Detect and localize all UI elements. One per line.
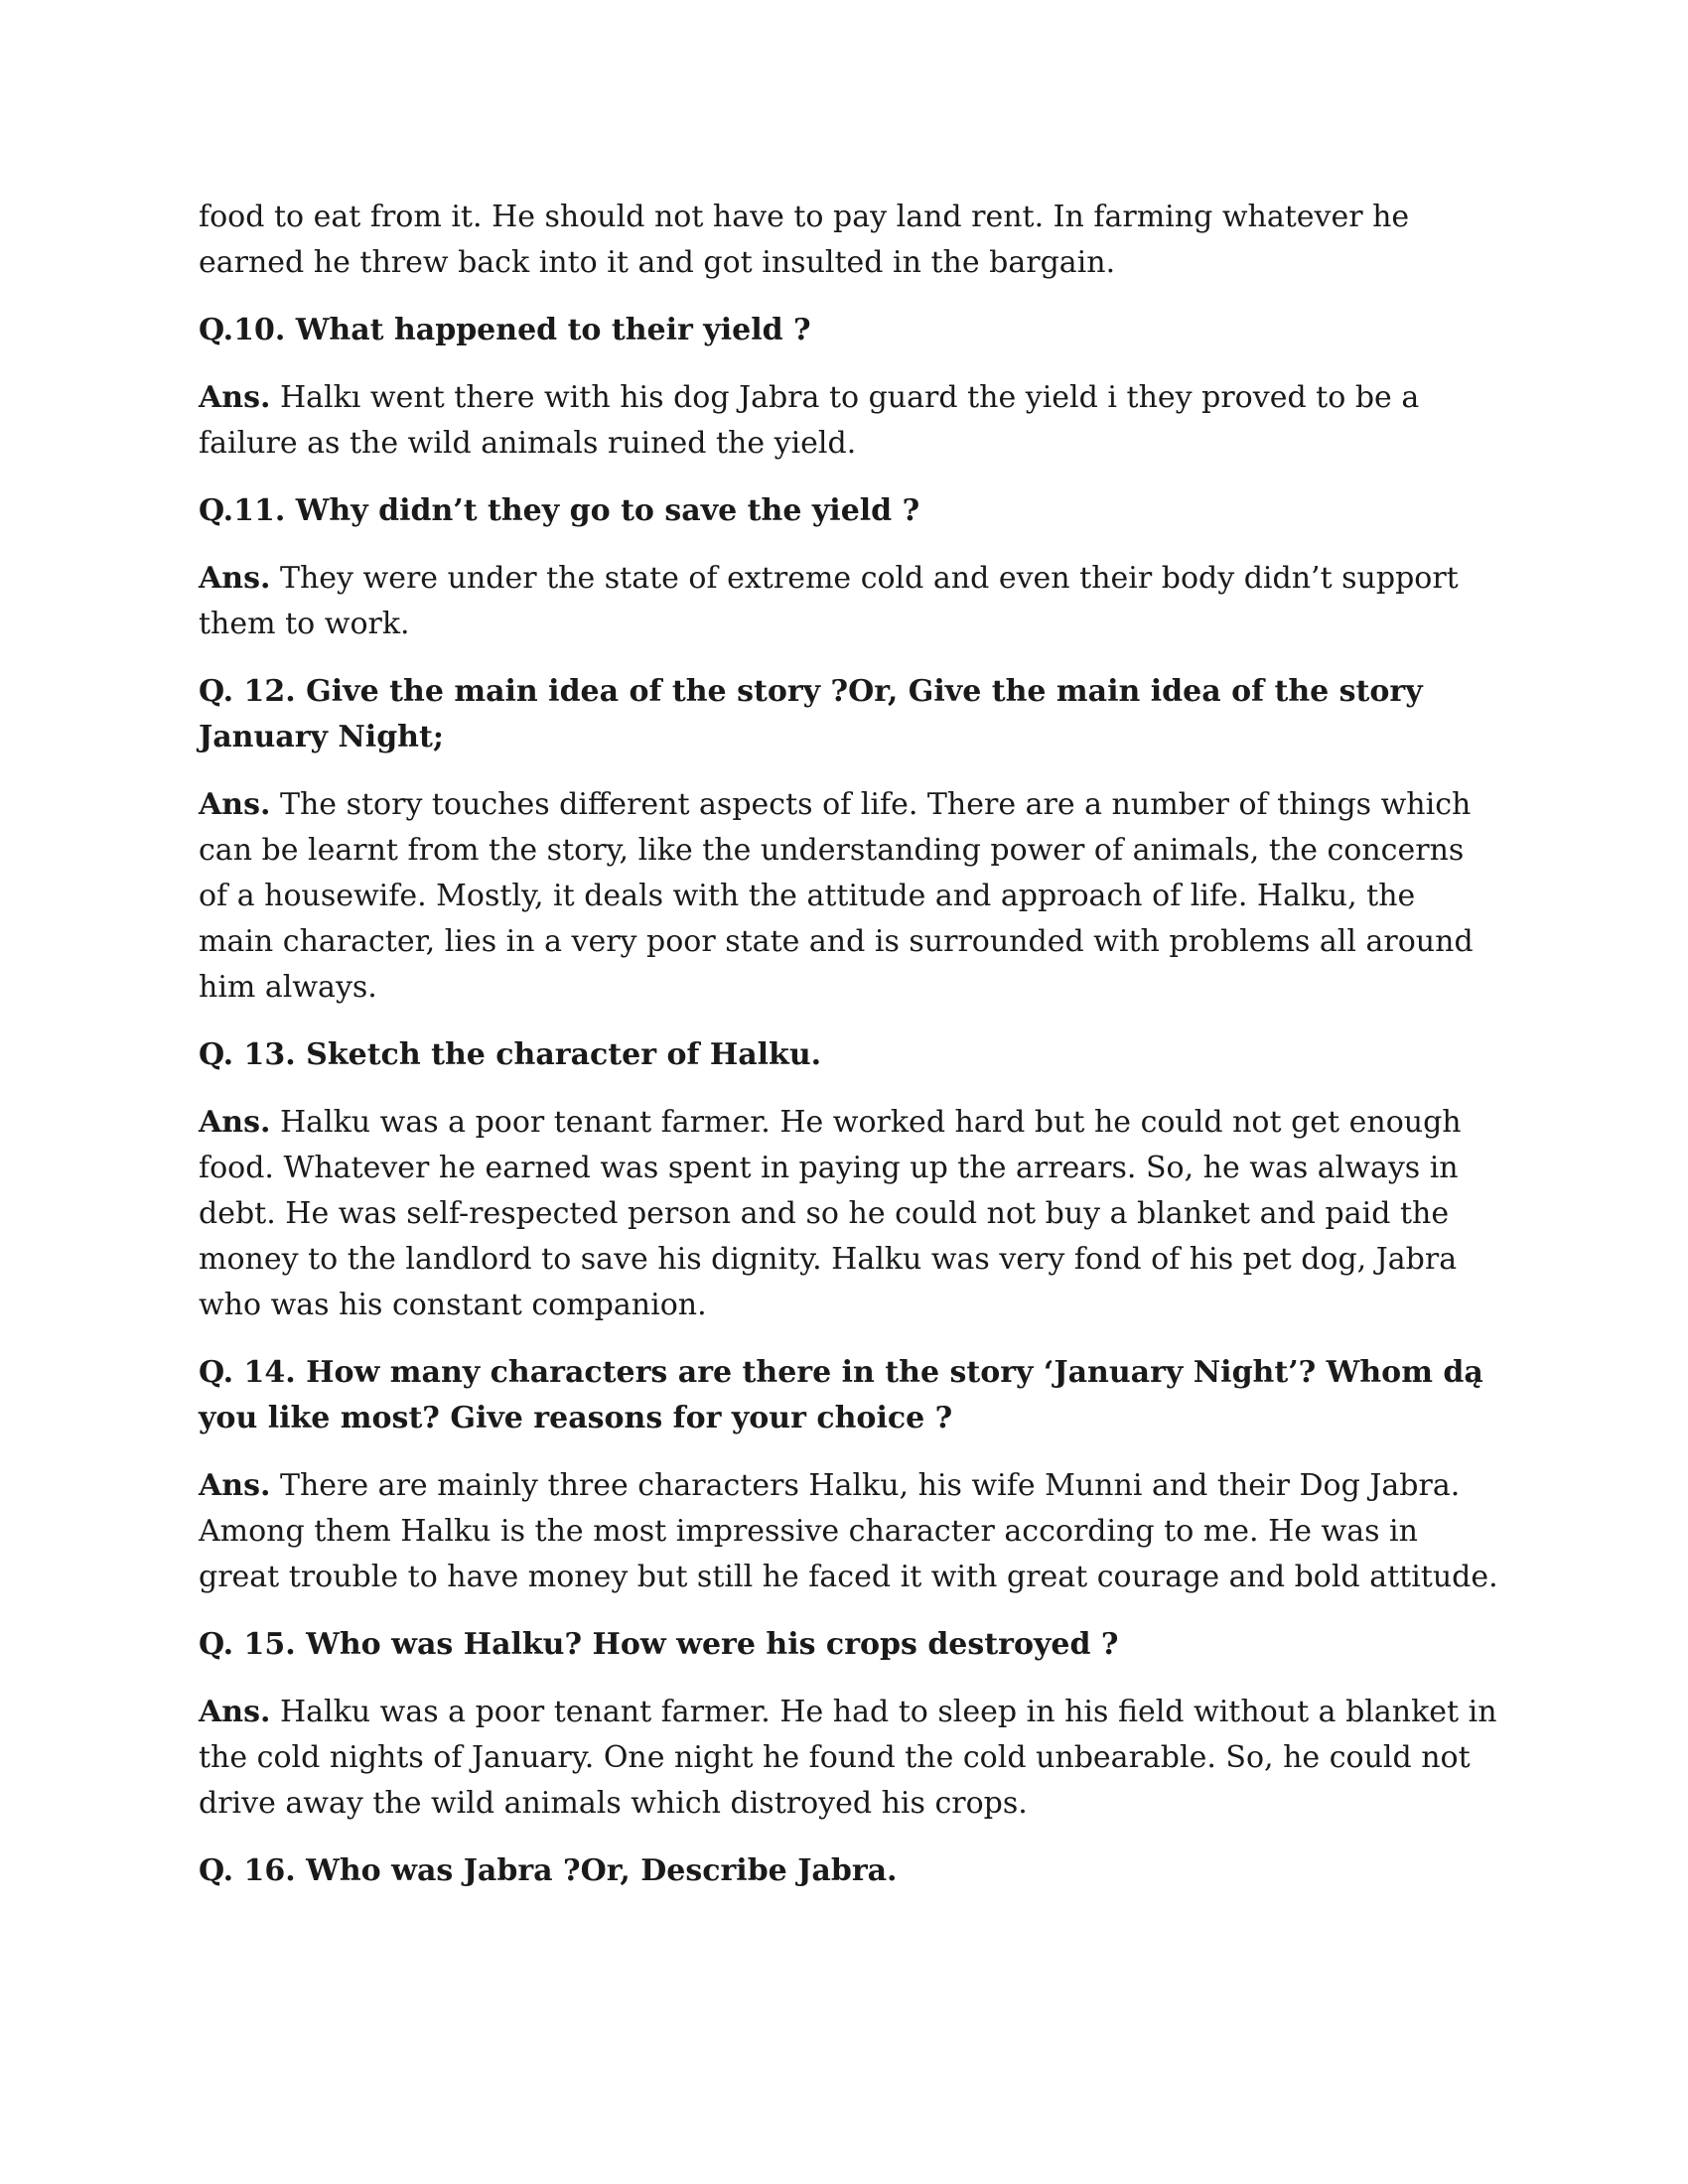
answer-label: Ans. bbox=[199, 1105, 271, 1140]
answer-text: Halkı went there with his dog Jabra to guard the yield i they proved to be a failure as the wild animals ruined the yield. bbox=[199, 380, 1420, 461]
question-13: Q. 13. Sketch the character of Halku. bbox=[199, 1037, 822, 1072]
answer-text: There are mainly three characters Halku, his wife Munni and their Dog Jabra. Among them Halku is the most impressive character according to me. He was in great trouble to have money but still he faced it with great courage and bold attitude. bbox=[199, 1468, 1498, 1594]
answer-label: Ans. bbox=[199, 561, 271, 596]
answer-13 bbox=[199, 1100, 1499, 1328]
answer-label: Ans. bbox=[199, 1468, 271, 1503]
answer-text: They were under the state of extreme cold and even their body didn’t support them to work. bbox=[199, 561, 1459, 641]
answer-label: Ans. bbox=[199, 787, 271, 822]
answer-text: The story touches different aspects of life. There are a number of things which can be learnt from the story, like the understanding power of animals, the concerns of a housewife. Mostly, it deals with the attitude and approach of life. Halku, the main character, lies in a very poor state and is surrounded with problems all around him always. bbox=[199, 787, 1474, 1005]
answer-12 bbox=[199, 782, 1499, 1011]
answer-label: Ans. bbox=[199, 380, 271, 415]
answer-label: Ans. bbox=[199, 1695, 271, 1729]
answer-10 bbox=[199, 375, 1499, 467]
question-10: Q.10. What happened to their yield ? bbox=[199, 313, 811, 347]
question-14: Q. 14. How many characters are there in the story ‘January Night’? Whom dą you like most? Give reasons for your choice ? bbox=[199, 1355, 1483, 1435]
question-12: Q. 12. Give the main idea of the story ?Or, Give the main idea of the story January Night; bbox=[199, 674, 1423, 754]
document-page bbox=[199, 195, 1499, 1916]
answer-15 bbox=[199, 1690, 1499, 1827]
answer-text: Halku was a poor tenant farmer. He worked hard but he could not get enough food. Whatever he earned was spent in paying up the arrears. So, he was always in debt. He was self-respected person and so he could not buy a blanket and paid the money to the landlord to save his dignity. Halku was very fond of his pet dog, Jabra who was his constant companion. bbox=[199, 1105, 1462, 1322]
question-11: Q.11. Why didn’t they go to save the yield ? bbox=[199, 493, 920, 528]
answer-14 bbox=[199, 1463, 1499, 1600]
intro-paragraph: food to eat from it. He should not have to pay land rent. In farming whatever he earned he threw back into it and got insulted in the bargain. bbox=[199, 200, 1410, 280]
answer-11 bbox=[199, 556, 1499, 647]
answer-text: Halku was a poor tenant farmer. He had to sleep in his field without a blanket in the cold nights of January. One night he found the cold unbearable. So, he could not drive away the wild animals which distroyed his crops. bbox=[199, 1695, 1497, 1821]
question-15: Q. 15. Who was Halku? How were his crops destroyed ? bbox=[199, 1627, 1119, 1662]
question-16: Q. 16. Who was Jabra ?Or, Describe Jabra. bbox=[199, 1853, 898, 1888]
